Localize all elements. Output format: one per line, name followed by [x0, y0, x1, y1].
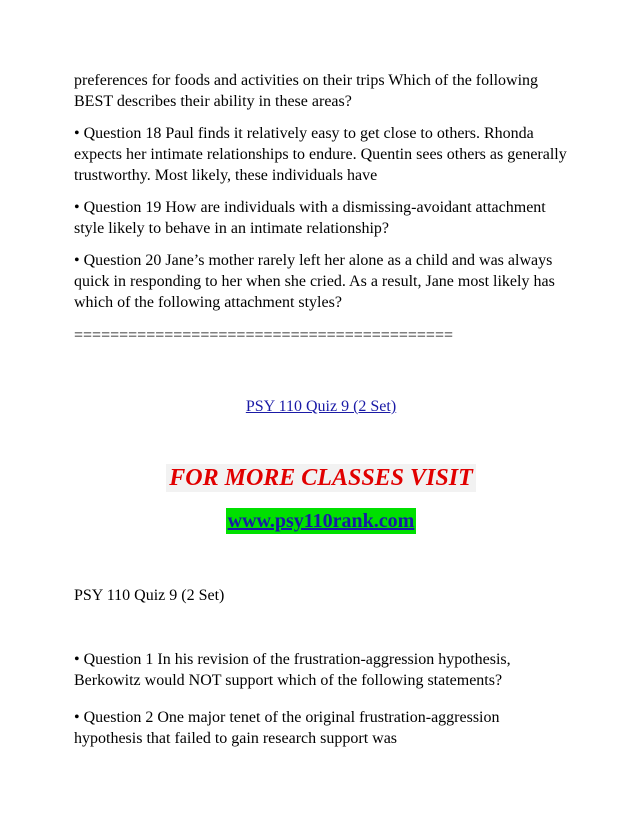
promo-url	[74, 508, 568, 534]
paragraph-question-20: • Question 20 Jane’s mother rarely left her alone as a child and was always quick in responding to her when she cried. As a result, Jane most likely has which of the following attachment styles?	[74, 252, 555, 311]
paragraph-question-18: • Question 18 Paul finds it relatively easy to get close to others. Rhonda expects her intimate relationships to endure. Quentin sees others as generally trustworthy. Most likely, these individuals have	[74, 125, 567, 184]
paragraph-question-2: • Question 2 One major tenet of the original frustration-aggression hypothesis that failed to gain research support was	[74, 709, 500, 747]
promo-heading	[74, 464, 568, 492]
promo-url-link[interactable]: www.psy110rank.com	[227, 510, 415, 532]
paragraph-question-17-continued: preferences for foods and activities on their trips Which of the following BEST describes their ability in these areas?	[74, 72, 539, 110]
paragraph-question-19: • Question 19 How are individuals with a dismissing-avoidant attachment style likely to behave in an intimate relationship?	[74, 199, 546, 237]
section-title: PSY 110 Quiz 9 (2 Set)	[74, 587, 225, 604]
paragraph-question-1: • Question 1 In his revision of the frustration-aggression hypothesis, Berkowitz would NOT support which of the following statements?	[74, 651, 511, 689]
separator-line: ==========================================	[74, 327, 453, 344]
set-link-container	[74, 396, 568, 417]
set-link[interactable]: PSY 110 Quiz 9 (2 Set)	[245, 398, 397, 415]
promo-heading-text: FOR MORE CLASSES VISIT	[166, 464, 475, 492]
